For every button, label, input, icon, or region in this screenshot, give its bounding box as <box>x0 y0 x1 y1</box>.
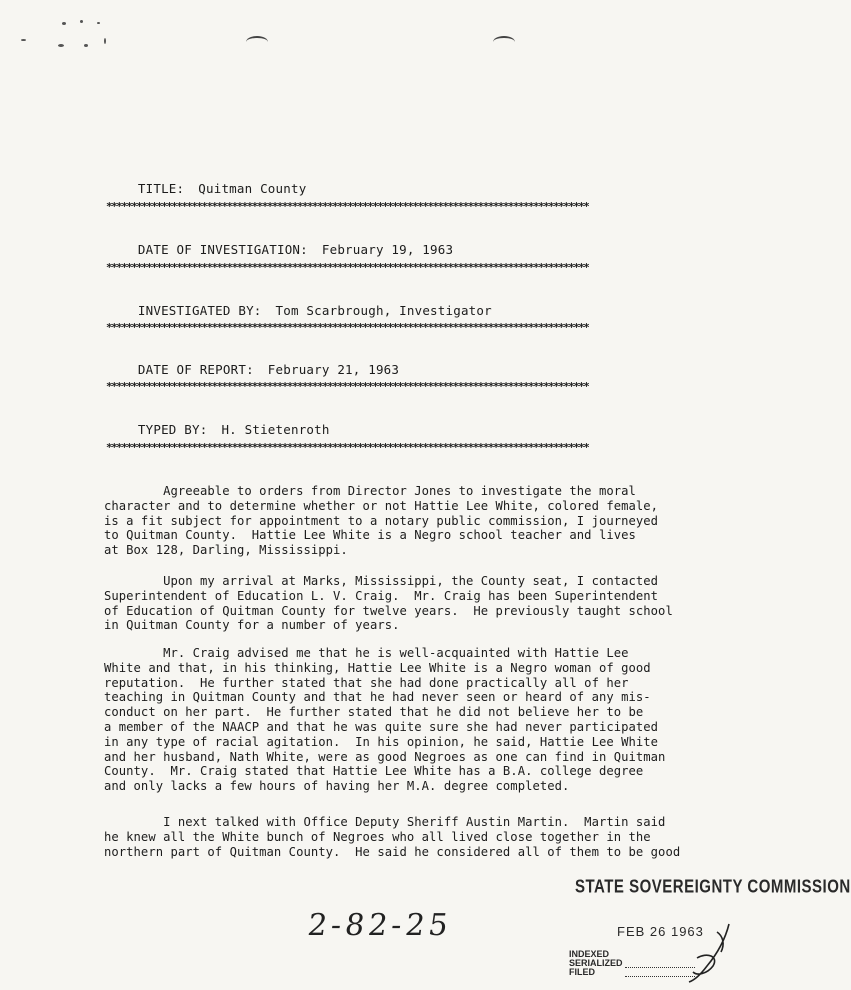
separator: ************************************************************************************************ <box>106 261 589 274</box>
separator: ************************************************************************************************ <box>106 321 589 334</box>
date-of-investigation-value: February 19, 1963 <box>321 242 454 257</box>
stamp-line-indexed: INDEXED <box>569 949 610 959</box>
separator: ************************************************************************************************ <box>106 200 589 213</box>
stamp-lines <box>569 950 623 977</box>
investigated-by-label: INVESTIGATED BY: <box>137 303 262 318</box>
commission-stamp <box>567 862 851 990</box>
title-value: Quitman County <box>198 181 307 196</box>
body-paragraph: I next talked with Office Deputy Sheriff Austin Martin. Martin said he knew all the White bunch of Negroes who all lived close together in the northern part of Quitman County. He said he considered all of them to be good <box>104 815 681 859</box>
stamp-line-serialized: SERIALIZED <box>569 958 623 968</box>
scan-speck <box>97 22 100 24</box>
separator: ************************************************************************************************ <box>106 441 589 454</box>
body-paragraph: Mr. Craig advised me that he is well-acquainted with Hattie Lee White and that, in his thinking, Hattie Lee White is a Negro woman of good reputation. He further stated that she had done practically all of her teaching in Quitman County and that he had never seen or heard of any mis- conduct on her part. He further stated that he did not believe her to be a member of the NAACP and that he was quite sure she had never participated in any type of racial agitation. In his opinion, he said, Hattie Lee White and her husband, Nath White, were as good Negroes as one can find in Quitman County. Mr. Craig stated that Hattie Lee White has a B.A. college degree and only lacks a few hours of having her M.A. degree completed. <box>104 646 666 794</box>
investigated-by-value: Tom Scarbrough, Investigator <box>275 303 492 318</box>
body-paragraph: Upon my arrival at Marks, Mississippi, the County seat, I contacted Superintendent of Education L. V. Craig. Mr. Craig has been Superintendent of Education of Quitman County for twelve years. He previously taught school in Quitman County for a number of years. <box>104 574 673 633</box>
date-of-report-value: February 21, 1963 <box>267 362 400 377</box>
typed-by-label: TYPED BY: <box>137 422 208 437</box>
typed-by-value: H. Stietenroth <box>221 422 330 437</box>
initials-signature <box>667 922 747 984</box>
title-label: TITLE: <box>137 181 185 196</box>
stamp-title: STATE SOVEREIGNTY COMMISSION <box>575 876 851 898</box>
punch-mark <box>493 36 515 48</box>
scan-speck <box>80 20 83 23</box>
handwritten-file-number: 2-82-25 <box>305 908 455 943</box>
separator: ************************************************************************************************ <box>106 380 589 393</box>
date-of-report-label: DATE OF REPORT: <box>137 362 254 377</box>
punch-mark <box>246 36 268 48</box>
scan-speck <box>58 44 64 47</box>
scan-speck <box>21 39 26 41</box>
stamp-date: FEB 26 1963 <box>617 924 704 939</box>
date-of-investigation-label: DATE OF INVESTIGATION: <box>137 242 308 257</box>
scan-speck <box>104 38 106 44</box>
scan-speck <box>62 22 66 25</box>
body-paragraph: Agreeable to orders from Director Jones to investigate the moral character and to determine whether or not Hattie Lee White, colored female, is a fit subject for appointment to a notary public commission, I journeyed to Quitman County. Hattie Lee White is a Negro school teacher and lives at Box 128, Darling, Mississippi. <box>104 484 659 558</box>
scan-speck <box>84 44 88 47</box>
stamp-line-filed: FILED <box>569 967 595 977</box>
